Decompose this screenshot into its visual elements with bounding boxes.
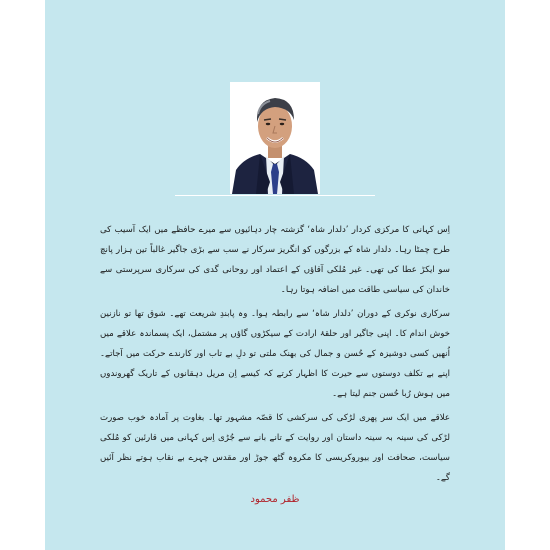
paragraph-intro: اِس کہانی کا مرکزی کردار ’دلدار شاہ‘ گزشتہ چار دہائیوں سے میرے حافظے میں ایک آسیب کی طرح چمٹا رہا۔ دلدار شاہ کے بزرگوں کو انگریز سرکار نے سب سے بڑی جاگیر غالباً تین ہزار پانچ سو ایکڑ عطا کی تھی۔ غیر مُلکی آقاؤں کے اعتماد اور روحانی گدی کی سرکاری سرپرستی سے خاندان کی سیاسی طاقت میں اضافہ ہوتا رہا۔: [100, 225, 450, 295]
divider: [175, 195, 375, 196]
paragraph-service: سرکاری نوکری کے دوران ’دلدار شاہ‘ سے رابطہ ہوا۔ وہ پابندِ شریعت تھے۔ شوق تھا تو نازنین خوش اندام کا۔ اپنی جاگیر اور حلقۂ ارادت کے سیکڑوں گاؤں پر مشتمل، ایک پسماندہ علاقے میں اُنھیں کسی دوشیزہ کے حُسن و جمال کی بھنک ملتی تو دلِ بے تاب اور کارندے حرکت میں آجاتے۔ اپنے بے تکلف دوستوں سے حیرت کا اظہار کرتے کہ کیسے اِن مریل دہقانوں کے تاریک گھروندوں میں ہوش رُبا حُسن جنم لیتا ہے۔: [100, 309, 450, 399]
author-signature: ظفر محمود: [250, 494, 300, 505]
author-portrait-illustration: [230, 82, 320, 194]
paragraph-story: علاقے میں ایک سر پھری لڑکی کی سرکشی کا قصّہ مشہور تھا۔ بغاوت پر آمادہ خوب صورت لڑکی کی سینہ بہ سینہ داستان اور روایت کے تانے بانے سے جُڑی اِس کہانی میں قارئین کو مُلکی سیاست، صحافت اور بیوروکریسی کا مکروہ گٹھ جوڑ اور مقدس چہرے بے نقاب ہوتے نظر آئیں گے۔: [100, 413, 450, 483]
author-photo: [230, 82, 320, 194]
